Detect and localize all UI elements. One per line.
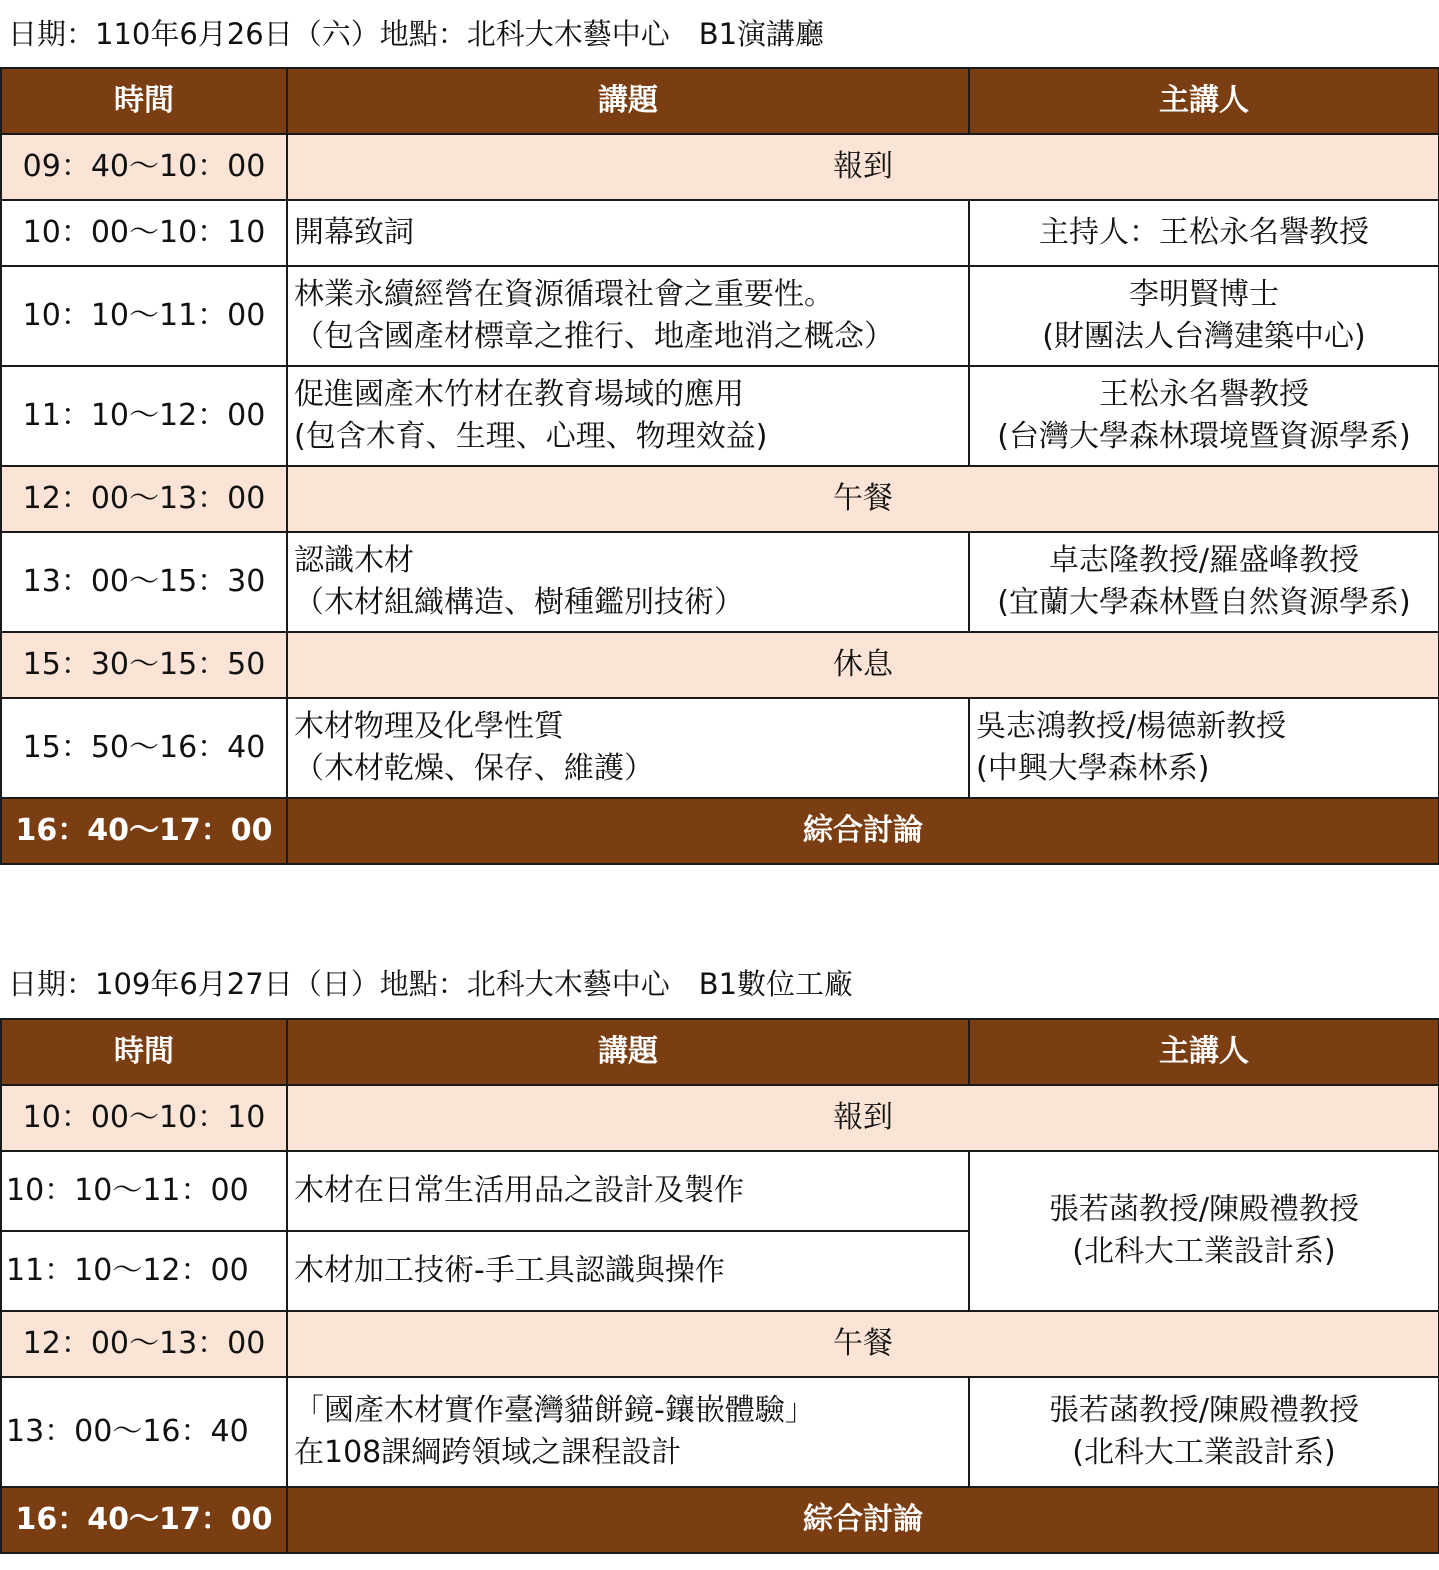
row-topic (287, 366, 969, 466)
row-time: 16：40～17：00 (1, 1487, 287, 1553)
table-row (1, 532, 1439, 632)
table-row-rest (1, 632, 1439, 698)
topic-line: 木材在日常生活用品之設計及製作 (294, 1173, 744, 1208)
table-header-row (1, 68, 1439, 134)
row-time: 12：00～13：00 (1, 1311, 287, 1377)
row-topic (287, 200, 969, 266)
header-topic: 講題 (287, 68, 969, 134)
row-label: 綜合討論 (287, 1487, 1439, 1553)
row-speaker (969, 698, 1439, 798)
topic-line: 木材物理及化學性質 (294, 709, 564, 744)
speaker-line: (台灣大學森林環境暨資源學系) (997, 419, 1411, 454)
row-topic (287, 532, 969, 632)
row-speaker (969, 266, 1439, 366)
table-row-lunch (1, 466, 1439, 532)
table-row (1, 1151, 1439, 1231)
speaker-line: 卓志隆教授/羅盛峰教授 (1048, 543, 1360, 578)
row-time: 13：00～15：30 (1, 532, 287, 632)
row-label: 休息 (287, 632, 1439, 698)
table-row (1, 366, 1439, 466)
speaker-line: 李明賢博士 (1129, 277, 1279, 312)
table-header-row (1, 1019, 1439, 1085)
row-speaker (969, 200, 1439, 266)
table-row (1, 1377, 1439, 1487)
day1-schedule-table (0, 67, 1439, 865)
row-time: 10：00～10：10 (1, 200, 287, 266)
row-time: 11：10～12：00 (1, 366, 287, 466)
row-topic (287, 1151, 969, 1231)
row-time: 15：50～16：40 (1, 698, 287, 798)
speaker-line: (北科大工業設計系) (1072, 1435, 1336, 1470)
table-row-checkin (1, 134, 1439, 200)
speaker-line: (中興大學森林系) (976, 751, 1210, 786)
row-topic (287, 698, 969, 798)
row-label: 報到 (287, 1085, 1439, 1151)
row-time: 16：40～17：00 (1, 798, 287, 864)
speaker-line: 王松永名譽教授 (1099, 377, 1309, 412)
table-row (1, 200, 1439, 266)
topic-line: (包含木育、生理、心理、物理效益) (294, 419, 768, 454)
row-time: 15：30～15：50 (1, 632, 287, 698)
topic-line: 木材加工技術-手工具認識與操作 (294, 1253, 725, 1288)
topic-line: 開幕致詞 (294, 215, 414, 250)
table-row (1, 698, 1439, 798)
row-speaker (969, 366, 1439, 466)
row-time: 10：00～10：10 (1, 1085, 287, 1151)
topic-line: 「國產木材實作臺灣貓餅鏡-鑲嵌體驗」 (294, 1393, 815, 1428)
row-time: 10：10～11：00 (1, 1151, 287, 1231)
header-time: 時間 (1, 68, 287, 134)
header-time: 時間 (1, 1019, 287, 1085)
topic-line: （木材組織構造、樹種鑑別技術） (294, 585, 744, 620)
row-time: 09：40～10：00 (1, 134, 287, 200)
header-topic: 講題 (287, 1019, 969, 1085)
row-time: 11：10～12：00 (1, 1231, 287, 1311)
topic-line: 在108課綱跨領域之課程設計 (294, 1435, 682, 1470)
row-label: 綜合討論 (287, 798, 1439, 864)
speaker-line: (財團法人台灣建築中心) (1042, 319, 1366, 354)
table-row-checkin (1, 1085, 1439, 1151)
table-row-discussion (1, 798, 1439, 864)
row-speaker (969, 1377, 1439, 1487)
speaker-line: (宜蘭大學森林暨自然資源學系) (997, 585, 1411, 620)
row-time: 12：00～13：00 (1, 466, 287, 532)
speaker-line: (北科大工業設計系) (1072, 1234, 1336, 1269)
table-row-discussion (1, 1487, 1439, 1553)
row-time: 10：10～11：00 (1, 266, 287, 366)
speaker-line: 張若菡教授/陳殿禮教授 (1048, 1192, 1360, 1227)
row-speaker (969, 532, 1439, 632)
row-label: 午餐 (287, 466, 1439, 532)
row-topic (287, 1377, 969, 1487)
row-label: 午餐 (287, 1311, 1439, 1377)
header-speaker: 主講人 (969, 1019, 1439, 1085)
topic-line: 林業永續經營在資源循環社會之重要性。 (294, 277, 834, 312)
day2-schedule-table (0, 1018, 1439, 1554)
table-row (1, 266, 1439, 366)
topic-line: （包含國產材標章之推行、地產地消之概念） (294, 319, 894, 354)
speaker-line: 吳志鴻教授/楊德新教授 (976, 709, 1287, 744)
row-time: 13：00～16：40 (1, 1377, 287, 1487)
header-speaker: 主講人 (969, 68, 1439, 134)
row-speaker-shared (969, 1151, 1439, 1311)
day2-caption: 日期：109年6月27日（日）地點：北科大木藝中心 B1數位工廠 (8, 967, 854, 1001)
day1-caption: 日期：110年6月26日（六）地點：北科大木藝中心 B1演講廳 (8, 17, 825, 51)
row-label: 報到 (287, 134, 1439, 200)
table-row-lunch (1, 1311, 1439, 1377)
speaker-line: 張若菡教授/陳殿禮教授 (1048, 1393, 1360, 1428)
topic-line: 認識木材 (294, 543, 414, 578)
row-topic (287, 1231, 969, 1311)
row-topic (287, 266, 969, 366)
topic-line: （木材乾燥、保存、維護） (294, 751, 654, 786)
topic-line: 促進國產木竹材在教育場域的應用 (294, 377, 744, 412)
speaker-line: 主持人：王松永名譽教授 (1039, 215, 1369, 250)
